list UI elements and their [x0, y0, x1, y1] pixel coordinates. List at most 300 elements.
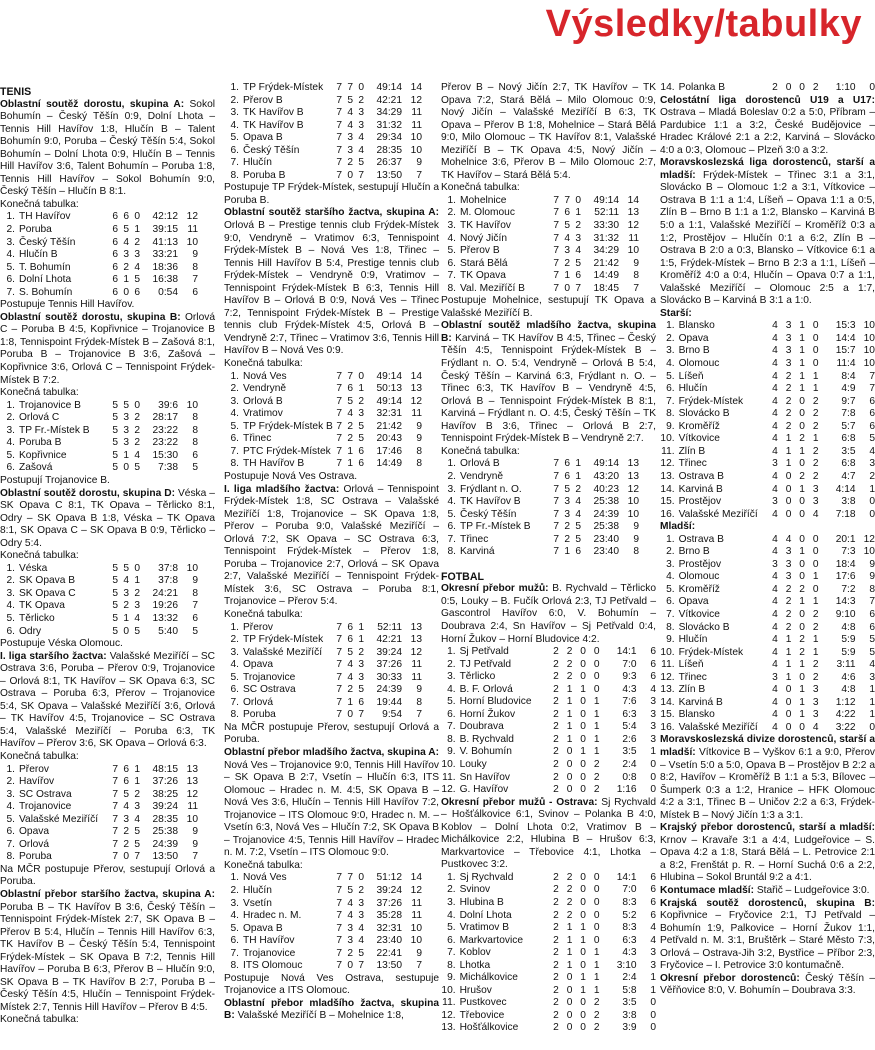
count-cell: 4 [772, 696, 778, 708]
paragraph-text: Konečná tabulka: [0, 750, 79, 762]
count-cell: 2 [553, 771, 559, 783]
team-cell: Karviná B [678, 483, 723, 495]
table-row [441, 997, 656, 1010]
rank-cell: 1. [230, 872, 239, 884]
count-cell: 0 [566, 997, 573, 1009]
score-cell: 5:2 [622, 909, 637, 921]
rank-cell: 7. [230, 947, 239, 959]
rank-cell: 5. [666, 370, 675, 382]
rank-cell: 9. [447, 972, 456, 984]
rank-cell: 1. [666, 320, 675, 332]
score-cell: 3:5 [622, 997, 637, 1009]
score-cell: 7:0 [622, 658, 637, 670]
rank-cell: 1. [6, 763, 15, 775]
count-cell: 0 [799, 621, 805, 633]
score-cell: 8:3 [622, 922, 637, 934]
count-cell: 0 [358, 82, 364, 93]
count-cell: 6 [358, 445, 364, 457]
points-cell: 1 [650, 746, 656, 758]
table-row [224, 458, 439, 471]
score-cell: 38:25 [152, 788, 178, 800]
rank-cell: 5. [230, 922, 239, 934]
rank-cell: 10. [660, 433, 675, 445]
score-cell: 0:54 [158, 286, 178, 298]
table-row [224, 898, 439, 911]
competition-name: Oblastní soutěž dorostu, skupina D: [0, 487, 175, 499]
score-cell: 14:1 [616, 646, 637, 658]
points-cell: 1 [650, 984, 656, 996]
competition-name: Oblastní přebor staršího žactva, skupina A: [0, 889, 215, 900]
paragraph-text: Kopřivnice – Fryčovice 2:1, TJ Petřvald – Bohumín 1:9, Palkovice – Horní Žukov 1:1, Petřvald n. M. 3:1, Bruštěrk – Staré Město 7:3, Orlová – Ostrava-Jih 3:2, Bystřice – Příbor 2:3, Fryčovice – I. Petrovice 3:0 kontumačně. [660, 910, 875, 972]
count-cell: 1 [799, 370, 805, 382]
rank-cell: 3. [447, 671, 456, 683]
score-cell: 23:22 [152, 437, 178, 449]
points-cell: 7 [192, 274, 198, 286]
points-cell: 12 [410, 395, 422, 407]
count-cell: 1 [785, 634, 792, 646]
count-cell: 5 [112, 462, 118, 474]
points-cell: 6 [869, 420, 875, 432]
team-cell: T. Bohumín [19, 261, 71, 273]
score-cell: 23:40 [593, 546, 619, 558]
table-row [660, 408, 875, 421]
count-cell: 0 [593, 646, 600, 658]
count-cell: 2 [799, 646, 805, 658]
count-cell: 1 [566, 959, 573, 971]
count-cell: 3 [358, 408, 364, 420]
count-cell: 2 [785, 395, 792, 407]
rank-cell: 8. [6, 851, 15, 863]
count-cell: 0 [134, 211, 140, 223]
table-row [0, 462, 215, 475]
count-cell: 2 [593, 758, 600, 770]
results-column-2 [224, 82, 439, 1023]
count-cell: 5 [112, 587, 118, 599]
count-cell: 2 [785, 383, 792, 395]
count-cell: 1 [799, 320, 805, 332]
team-cell: Valašské Meziříčí [19, 813, 99, 825]
points-cell: 6 [192, 286, 198, 298]
points-cell: 0 [869, 82, 875, 93]
team-cell: Hlučín [243, 885, 272, 896]
points-cell: 10 [863, 332, 875, 344]
competition-name: Krajská soutěž dorostenců, skupina B: [660, 897, 875, 909]
count-cell: 3 [785, 546, 792, 558]
score-cell: 51:12 [376, 872, 402, 884]
team-cell: Opava B [243, 132, 283, 144]
points-cell: 6 [869, 608, 875, 620]
score-cell: 37:8 [158, 562, 178, 574]
points-cell: 9 [192, 575, 198, 587]
points-cell: 11 [411, 897, 422, 909]
count-cell: 2 [553, 972, 559, 984]
team-cell: Karviná B [678, 696, 723, 708]
count-cell: 1 [593, 984, 600, 996]
paragraph-text: Vítkovice B – Vyškov 6:1 a 9:0, Přerov – Vsetín 5:0 a 5:0, Opava B – Prostějov B 2:2 a 8:2, Havířov – Kroměříž B 1:1 a 5:3, Bílovec – Šumperk 0:3 a 1:2, Hranice – HFK Olomouc 4:2 a 3:1, Třinec B – Uničov 2:2 a 6:3, Frýdek-Místek B – Nový Jičín 1:3 a 3:1. [660, 746, 875, 821]
count-cell: 3 [785, 345, 792, 357]
points-cell: 3 [650, 721, 656, 733]
paragraph-text: Postupuje TP Frýdek-Místek, sestupují Hlučín a Poruba B. [224, 182, 439, 206]
count-cell: 5 [112, 575, 118, 587]
results-paragraph [660, 734, 875, 822]
count-cell: 0 [575, 194, 581, 206]
score-cell: 21:42 [376, 420, 402, 432]
count-cell: 6 [112, 224, 118, 236]
points-cell: 12 [410, 94, 422, 106]
count-cell: 0 [580, 1022, 586, 1034]
count-cell: 2 [347, 433, 353, 445]
count-cell: 0 [580, 671, 586, 683]
points-cell: 10 [186, 399, 198, 411]
count-cell: 0 [123, 286, 129, 298]
points-cell: 8 [192, 412, 198, 424]
points-cell: 9 [192, 838, 198, 850]
results-paragraph [224, 609, 439, 622]
score-cell: 5:9 [841, 634, 856, 646]
table-row [441, 509, 656, 522]
count-cell: 1 [580, 972, 586, 984]
table-row [224, 132, 439, 145]
rank-cell: 7. [666, 608, 675, 620]
count-cell: 2 [799, 583, 805, 595]
count-cell: 4 [358, 922, 364, 934]
count-cell: 0 [785, 496, 792, 508]
table-row [224, 697, 439, 710]
team-cell: TH Havířov [243, 935, 295, 947]
count-cell: 0 [580, 733, 586, 745]
count-cell: 6 [112, 236, 118, 248]
score-cell: 3:11 [836, 659, 856, 671]
table-row [0, 237, 215, 250]
team-cell: M. Olomouc [460, 207, 515, 219]
table-row [441, 734, 656, 747]
team-cell: Horní Bludovice [459, 696, 532, 708]
count-cell: 0 [785, 709, 792, 721]
count-cell: 5 [564, 220, 570, 232]
team-cell: Opava [243, 659, 274, 671]
count-cell: 2 [553, 1022, 559, 1034]
team-cell: Poruba [243, 709, 276, 721]
count-cell: 1 [799, 345, 805, 357]
count-cell: 2 [123, 838, 129, 850]
count-cell: 0 [580, 947, 586, 959]
team-cell: Olomouc [678, 358, 720, 370]
score-cell: 37:26 [376, 659, 402, 671]
results-paragraph [224, 860, 439, 873]
count-cell: 7 [564, 194, 570, 206]
count-cell: 2 [785, 420, 792, 432]
score-cell: 4:14 [835, 483, 856, 495]
score-cell: 21:42 [593, 257, 619, 269]
table-row [660, 496, 875, 509]
rank-cell: 3. [447, 483, 456, 495]
count-cell: 0 [580, 708, 586, 720]
table-row [660, 609, 875, 622]
rank-cell: 3. [6, 587, 15, 599]
count-cell: 2 [799, 470, 805, 482]
points-cell: 14 [410, 82, 422, 93]
table-row [441, 207, 656, 220]
count-cell: 2 [553, 984, 559, 996]
score-cell: 11:4 [836, 358, 856, 370]
table-row [224, 383, 439, 396]
points-cell: 10 [863, 546, 875, 558]
team-cell: Třebovice [459, 1009, 505, 1021]
rank-cell: 12. [441, 784, 456, 796]
rank-cell: 12. [441, 1009, 456, 1021]
score-cell: 39:24 [376, 646, 402, 658]
count-cell: 0 [799, 608, 805, 620]
count-cell: 0 [566, 1009, 573, 1021]
count-cell: 7 [336, 671, 342, 683]
count-cell: 1 [566, 696, 573, 708]
count-cell: 3 [347, 132, 353, 144]
count-cell: 5 [575, 521, 581, 533]
count-cell: 4 [575, 245, 581, 257]
count-cell: 6 [112, 211, 118, 223]
team-cell: Kroměříž [678, 420, 720, 432]
count-cell: 0 [799, 671, 805, 683]
count-cell: 1 [799, 684, 805, 696]
count-cell: 7 [336, 897, 342, 909]
table-row [660, 584, 875, 597]
points-cell: 10 [186, 236, 198, 248]
count-cell: 2 [575, 483, 581, 495]
team-cell: Louky [459, 758, 487, 770]
points-cell: 8 [192, 424, 198, 436]
count-cell: 2 [566, 658, 573, 670]
count-cell: 5 [347, 395, 353, 407]
rank-cell: 8. [447, 959, 456, 971]
table-row [441, 935, 656, 948]
score-cell: 13:50 [152, 851, 178, 863]
table-row [0, 789, 215, 802]
rank-cell: 1. [447, 646, 456, 658]
team-cell: Vendryně [243, 383, 287, 395]
points-cell: 9 [416, 420, 422, 432]
rank-cell: 7. [447, 947, 456, 959]
table-row [224, 672, 439, 685]
points-cell: 6 [869, 408, 875, 420]
points-cell: 3 [650, 733, 656, 745]
rank-cell: 4. [230, 910, 239, 922]
count-cell: 4 [772, 546, 778, 558]
count-cell: 6 [564, 458, 570, 470]
paragraph-text: Na MČR postupuje Přerov, sestupují Orlová a Poruba. [224, 721, 439, 746]
table-row [441, 484, 656, 497]
points-cell: 8 [633, 546, 639, 558]
count-cell: 3 [123, 437, 129, 449]
competition-name: Oblastní soutěž staršího žactva, skupina A: [224, 207, 439, 219]
count-cell: 1 [593, 746, 600, 758]
points-cell: 4 [869, 659, 875, 671]
rank-cell: 12. [660, 671, 675, 683]
table-row [0, 400, 215, 413]
team-cell: Prostějov [678, 558, 722, 570]
table-row [224, 709, 439, 722]
count-cell: 0 [580, 959, 586, 971]
table-row [224, 145, 439, 158]
points-cell: 6 [192, 612, 198, 624]
rank-cell: 5. [447, 508, 456, 520]
count-cell: 7 [336, 872, 342, 884]
rank-cell: 1. [230, 82, 239, 93]
count-cell: 5 [575, 533, 581, 545]
table-row [441, 671, 656, 684]
table-row [0, 801, 215, 814]
team-cell: Vítkovice [678, 433, 720, 445]
competition-name: Okresní přebor mužů: [441, 583, 549, 595]
count-cell: 7 [112, 776, 118, 788]
count-cell: 0 [812, 345, 819, 357]
rank-cell: 16. [660, 721, 675, 733]
count-cell: 4 [812, 508, 819, 520]
table-row [660, 659, 875, 672]
count-cell: 2 [553, 947, 559, 959]
rank-cell: 3. [6, 236, 15, 248]
count-cell: 4 [575, 508, 581, 520]
count-cell: 3 [812, 483, 819, 495]
score-cell: 49:14 [376, 370, 402, 382]
count-cell: 5 [134, 838, 140, 850]
count-cell: 2 [812, 608, 819, 620]
score-cell: 3:8 [841, 496, 856, 508]
competition-name: I. liga mladšího žactva: [224, 483, 340, 495]
count-cell: 1 [123, 612, 129, 624]
points-cell: 10 [863, 358, 875, 370]
table-row [441, 521, 656, 534]
rank-cell: 6. [6, 826, 15, 838]
count-cell: 1 [566, 947, 573, 959]
count-cell: 1 [799, 445, 805, 457]
count-cell: 3 [785, 558, 792, 570]
rank-cell: 1. [230, 370, 239, 382]
team-cell: TH Havířov B [243, 458, 305, 470]
rank-cell: 3. [230, 646, 239, 658]
points-cell: 1 [869, 709, 875, 721]
count-cell: 1 [134, 575, 140, 587]
table-row [660, 383, 875, 396]
rank-cell: 1. [447, 194, 456, 206]
team-cell: Sj Petřvald [459, 646, 509, 658]
count-cell: 1 [566, 721, 573, 733]
count-cell: 2 [564, 521, 570, 533]
points-cell: 7 [192, 851, 198, 863]
section-heading: TENIS [0, 86, 32, 98]
team-cell: Dolní Lhota [459, 909, 512, 921]
count-cell: 3 [772, 496, 778, 508]
points-cell: 0 [650, 784, 656, 796]
team-cell: Přerov B [243, 94, 283, 106]
count-cell: 0 [812, 583, 819, 595]
count-cell: 4 [347, 408, 353, 420]
score-cell: 31:32 [376, 119, 402, 131]
count-cell: 7 [553, 270, 559, 282]
results-paragraph [0, 387, 215, 400]
count-cell: 0 [799, 408, 805, 420]
results-paragraph [660, 822, 875, 885]
score-cell: 32:31 [376, 922, 402, 934]
team-cell: Hlučín [678, 634, 708, 646]
team-cell: Val. Meziříčí B [460, 282, 525, 294]
count-cell: 4 [772, 470, 778, 482]
results-paragraph [0, 199, 215, 212]
team-cell: Horní Žukov [459, 708, 516, 720]
competition-name: Moravskoslezská liga dorostenců, starší a mladší: [660, 157, 875, 181]
paragraph-text: Sokol Bohumín – Český Těšín 0:9, Dolní Lhota – Tennis Hill Havířov 1:8, Hlučín B – Talent Bohumín 9:0, Poruba – Český Těšín 5:4, Sokol Bohumín – Dolní Lhota 0:9, Hlučín B – Tennis Hill Havířov 3:6, Talent Bohumín – Poruba 1:8, Tennis Hill Havířov – Sokol Bohumín 9:0, Český Těšín – Hlučín B 8:1. [0, 98, 215, 198]
table-row [441, 772, 656, 785]
score-cell: 17:6 [835, 571, 856, 583]
team-cell: Těrlicko [459, 671, 496, 683]
count-cell: 0 [812, 320, 819, 332]
count-cell: 2 [358, 646, 364, 658]
count-cell: 7 [336, 947, 342, 959]
table-row [224, 396, 439, 409]
count-cell: 4 [347, 910, 353, 922]
points-cell: 13 [627, 207, 639, 219]
count-cell: 0 [358, 370, 364, 382]
count-cell: 4 [347, 659, 353, 671]
table-row [0, 412, 215, 425]
score-cell: 33:30 [593, 220, 619, 232]
count-cell: 7 [336, 408, 342, 420]
rank-cell: 13. [660, 684, 675, 696]
count-cell: 1 [347, 458, 353, 470]
count-cell: 1 [799, 596, 805, 608]
count-cell: 2 [553, 733, 559, 745]
points-cell: 11 [187, 224, 198, 236]
rank-cell: 1. [666, 533, 675, 545]
team-cell: Třinec [678, 671, 707, 683]
count-cell: 1 [812, 433, 819, 445]
table-row [224, 935, 439, 948]
count-cell: 0 [580, 884, 586, 896]
count-cell: 2 [347, 684, 353, 696]
table-row [441, 233, 656, 246]
count-cell: 5 [134, 625, 140, 637]
team-cell: Opava [19, 826, 50, 838]
points-cell: 3 [650, 708, 656, 720]
count-cell: 5 [564, 483, 570, 495]
points-cell: 4 [650, 922, 656, 934]
count-cell: 3 [358, 671, 364, 683]
rank-cell: 6. [230, 144, 239, 156]
competition-name: Oblastní soutěž dorostu, skupina B: [0, 311, 181, 323]
count-cell: 0 [785, 696, 792, 708]
count-cell: 0 [123, 625, 129, 637]
count-cell: 4 [358, 935, 364, 947]
count-cell: 2 [347, 157, 353, 169]
count-cell: 2 [593, 771, 600, 783]
rank-cell: 4. [230, 408, 239, 420]
score-cell: 39:24 [152, 801, 178, 813]
paragraph-text: Valašské Meziříčí – SC Ostrava 3:6, Poruba – Přerov 0:9, Trojanovice – Orlová 8:1, TK Havířov – SK Opava 6:3, SC Ostrava – Poruba 6:3, Přerov – Trojanovice 5:4, SK Opava – Valašské Meziříčí 3:6, Orlová – TK Havířov 4:5, Trojanovice – SC Ostrava 5:4, Valašské Meziříčí – Poruba 6:3, TK Havířov – Přerov 3:6, SK Opava – Orlová 6:3. [0, 650, 215, 750]
table-row [0, 450, 215, 463]
score-cell: 37:26 [376, 897, 402, 909]
points-cell: 0 [650, 1009, 656, 1021]
table-row [441, 972, 656, 985]
results-paragraph [0, 312, 215, 387]
team-cell: Vratimov [243, 408, 283, 420]
rank-cell: 14. [660, 483, 675, 495]
score-cell: 49:14 [593, 194, 619, 206]
count-cell: 3 [812, 496, 819, 508]
points-cell: 8 [633, 270, 639, 282]
table-row [441, 709, 656, 722]
count-cell: 2 [134, 587, 140, 599]
paragraph-text: Na MČR postupuje Přerov, sestupují Orlová a Poruba. [0, 863, 215, 888]
points-cell: 13 [627, 470, 639, 482]
